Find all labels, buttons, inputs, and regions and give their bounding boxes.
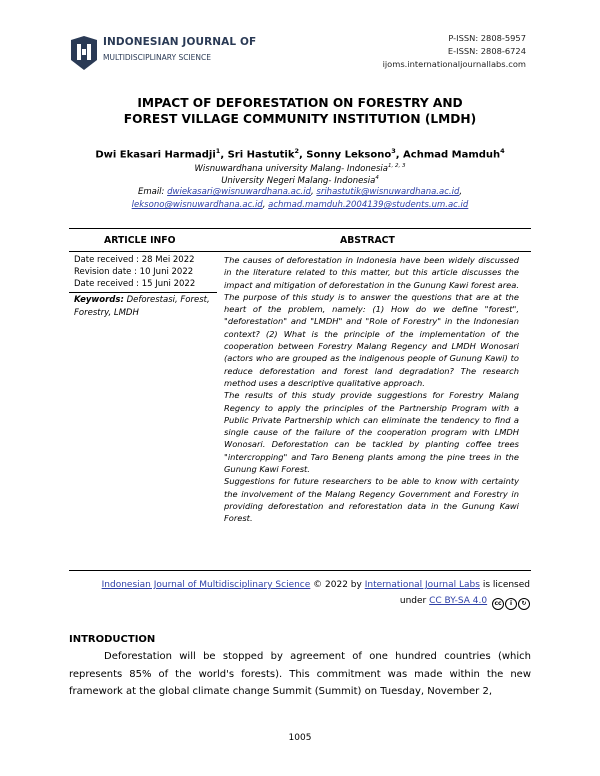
keywords-text: Deforestasi, Forest, Forestry, LMDH bbox=[74, 295, 210, 318]
introduction-paragraph: Deforestation will be stopped by agreement of one hundred countries (which represents 85% of the world's forests). This commitment was made within the new framework at the global climate change Summit (Summit) on Tuesday, November 2, bbox=[69, 651, 531, 697]
labs-link[interactable]: International Journal Labs bbox=[364, 580, 480, 590]
table-bottom-rule bbox=[69, 570, 531, 571]
introduction-body bbox=[69, 648, 531, 701]
date-received-2: Date received : 15 Juni 2022 bbox=[74, 279, 196, 289]
affiliation-text: University Negeri Malang- Indonesia bbox=[221, 175, 376, 186]
journal-website[interactable]: ijoms.internationaljournallabs.com bbox=[382, 59, 526, 69]
author-name: Dwi Ekasari Harmadji bbox=[95, 149, 216, 161]
abstract-body bbox=[224, 254, 519, 525]
licensed-text: is licensed bbox=[479, 580, 530, 590]
table-top-rule bbox=[69, 228, 531, 229]
abstract-heading: ABSTRACT bbox=[340, 235, 395, 246]
affiliation-text: Wisnuwardhana university Malang- Indonesia bbox=[194, 163, 388, 174]
affiliation-sup: 1, 2, 3 bbox=[387, 163, 406, 169]
affiliation bbox=[0, 175, 600, 186]
article-info-heading: ARTICLE INFO bbox=[104, 235, 176, 246]
author-name: Sri Hastutik bbox=[227, 149, 295, 161]
email-line: leksono@wisnuwardhana.ac.id, achmad.mamduh.2004139@students.um.ac.id bbox=[131, 200, 469, 210]
by-icon: i bbox=[505, 598, 517, 610]
email-link[interactable]: srihastutik@wisnuwardhana.ac.id bbox=[316, 187, 460, 197]
abstract-paragraph: Suggestions for future researchers to be able to know with certainty the involvement of the Malang Regency Government and Forestry in providing deforestation and reforestation data in the Gunung Kawi Forest. bbox=[224, 476, 519, 524]
cc-license-link[interactable]: CC BY-SA 4.0 bbox=[429, 596, 488, 606]
table-info-rule bbox=[69, 292, 217, 293]
introduction-heading: INTRODUCTION bbox=[69, 634, 156, 645]
abstract-paragraph: The causes of deforestation in Indonesia have been widely discussed in the literature related to this matter, but this article discusses the impact and mitigation of deforestation in the Gunung Kawi forest area. The purpose of this study is to answer the questions that are at the heart of the problem, namely: (1) How do we define "forest", "deforestation" and "LMDH" and "Role of Forestry" in the Indonesian context? (2) What is the principle of the implementation of the cooperation between Forestry Malang Regency and LMDH Wonosari (actors who are grouped as the indigenous people of Gunung Kawi) to reduce deforestation and forest land degradation? The research method uses a descriptive qualitative approach. bbox=[224, 255, 519, 388]
author-sup: 3 bbox=[391, 147, 396, 155]
email-link[interactable]: leksono@wisnuwardhana.ac.id bbox=[131, 200, 263, 210]
paper-title-line-1: IMPACT OF DEFORESTATION ON FORESTRY AND bbox=[137, 96, 463, 110]
author-sup: 4 bbox=[500, 147, 505, 155]
author-list: Dwi Ekasari Harmadji$^1$, Sri Hastutik$^2$, Sonny Leksono$^3$, Achmad Mamduh$^4$ bbox=[95, 147, 505, 161]
sa-icon: ↻ bbox=[518, 598, 530, 610]
author-sup: 1 bbox=[215, 147, 221, 155]
journal-subtitle: MULTIDISCIPLINARY SCIENCE bbox=[103, 53, 211, 62]
keywords-label: Keywords: bbox=[74, 295, 124, 305]
paper-title-line-2: FOREST VILLAGE COMMUNITY INSTITUTION (LMDH) bbox=[123, 112, 477, 126]
under-text: under bbox=[399, 596, 427, 606]
license-line-1 bbox=[0, 580, 530, 590]
email-line: Email: dwiekasari@wisnuwardhana.ac.id, srihastutik@wisnuwardhana.ac.id, bbox=[137, 187, 463, 197]
email-link[interactable]: achmad.mamduh.2004139@students.um.ac.id bbox=[268, 200, 469, 210]
copyright-text: © 2022 by bbox=[313, 580, 362, 590]
date-received: Date received : 28 Mei 2022 bbox=[74, 255, 195, 265]
revision-date: Revision date : 10 Juni 2022 bbox=[74, 267, 194, 277]
keywords bbox=[74, 294, 219, 319]
affiliation bbox=[0, 163, 600, 174]
email-link[interactable]: dwiekasari@wisnuwardhana.ac.id bbox=[167, 187, 311, 197]
e-issn: E-ISSN: 2808-6724 bbox=[447, 46, 526, 56]
cc-icon: cc bbox=[492, 598, 504, 610]
affiliation-sup: 4 bbox=[375, 175, 379, 181]
p-issn: P-ISSN: 2808-5957 bbox=[448, 33, 526, 43]
journal-logo bbox=[69, 36, 99, 70]
table-header-rule bbox=[69, 251, 531, 252]
author-name: Sonny Leksono bbox=[306, 149, 392, 161]
journal-link[interactable]: Indonesian Journal of Multidisciplinary Science bbox=[101, 580, 311, 590]
page-number: 1005 bbox=[288, 733, 312, 743]
email-label: Email: bbox=[137, 187, 165, 197]
author-sup: 2 bbox=[294, 147, 299, 155]
cc-icons[interactable] bbox=[492, 598, 530, 610]
journal-name: INDONESIAN JOURNAL OF bbox=[103, 36, 257, 48]
abstract-paragraph: The results of this study provide suggestions for Forestry Malang Regency to apply the principles of the Partnership Program with a Public Private Partnership which can eliminate the tendency to find a single cause of the failure of the cooperation program with LMDH Wonosari. Deforestation can be tackled by planting coffee trees "intercropping" and Taro Beneng plants among the pine trees in the Gunung Kawi Forest. bbox=[224, 390, 519, 475]
author-name: Achmad Mamduh bbox=[403, 149, 501, 161]
license-line-2 bbox=[0, 596, 530, 610]
